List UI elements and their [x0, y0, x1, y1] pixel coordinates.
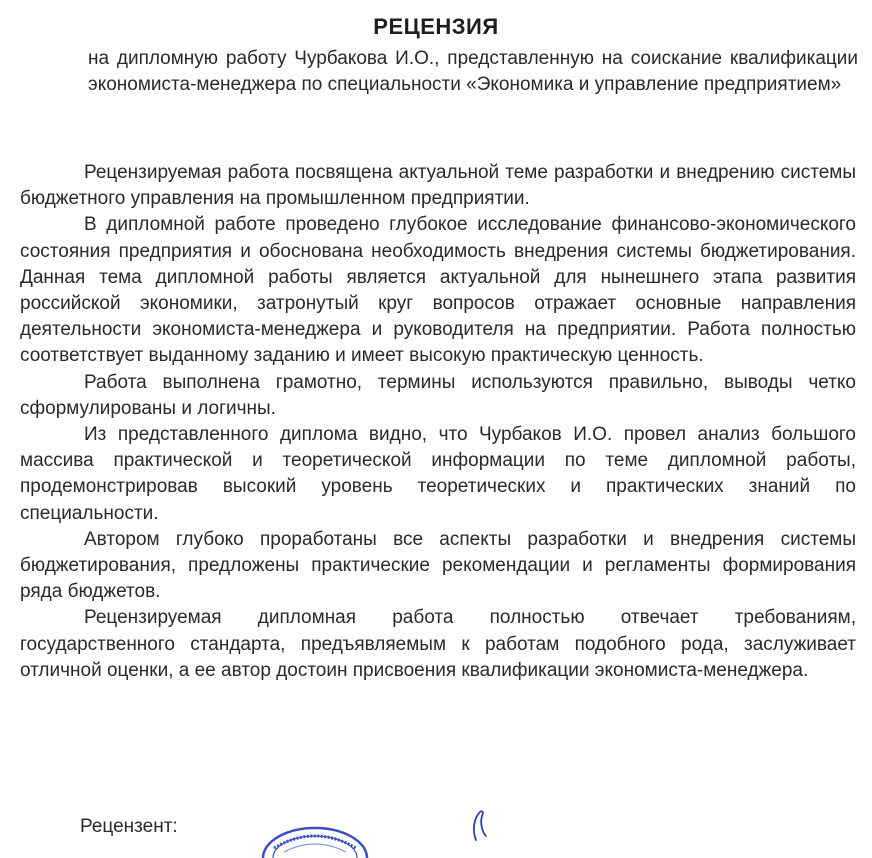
paragraph: Рецензируемая дипломная работа полностью отвечает требованиям, государственного стандарта, предъявляемым к работам подобного рода, заслуживает отличной оценки, а ее автор достоин присвоения квалификации экономиста-менеджера. — [20, 607, 856, 681]
stamp-icon — [260, 818, 370, 858]
document-body — [20, 160, 856, 684]
paragraph: Работа выполнена грамотно, термины используются правильно, выводы четко сформулированы и логичны. — [20, 371, 856, 419]
signature-row — [80, 812, 860, 848]
paragraph: Из представленного диплома видно, что Чурбаков И.О. провел анализ большого массива практической и теоретической информации по теме дипломной работы, продемонстрировав высокий уровень теоретических и практических знаний по специальности. — [20, 424, 856, 524]
reviewer-label: Рецензент: — [80, 816, 178, 837]
paragraph: Автором глубоко проработаны все аспекты разработки и внедрения системы бюджетирования, предложены практические рекомендации и регламенты формирования ряда бюджетов. — [20, 528, 856, 603]
document-intro: на дипломную работу Чурбакова И.О., представленную на соискание квалификации экономиста-менеджера по специальности «Экономика и управление предприятием» — [88, 48, 858, 95]
signature-icon — [462, 806, 502, 846]
paragraph: В дипломной работе проведено глубокое исследование финансово-экономического состояния предприятия и обоснована необходимость внедрения системы бюджетирования. Данная тема дипломной работы является актуальной для нынешнего этапа развития российской экономики, затронутый круг вопросов отражает основные направления деятельности экономиста-менеджера и руководителя на предприятии. Работа полностью соответствует выданному заданию и имеет высокую практическую ценность. — [20, 214, 856, 367]
document-title: РЕЦЕНЗИЯ — [373, 14, 499, 39]
paragraph: Рецензируемая работа посвящена актуальной теме разработки и внедрению системы бюджетного управления на промышленном предприятии. — [20, 162, 856, 210]
